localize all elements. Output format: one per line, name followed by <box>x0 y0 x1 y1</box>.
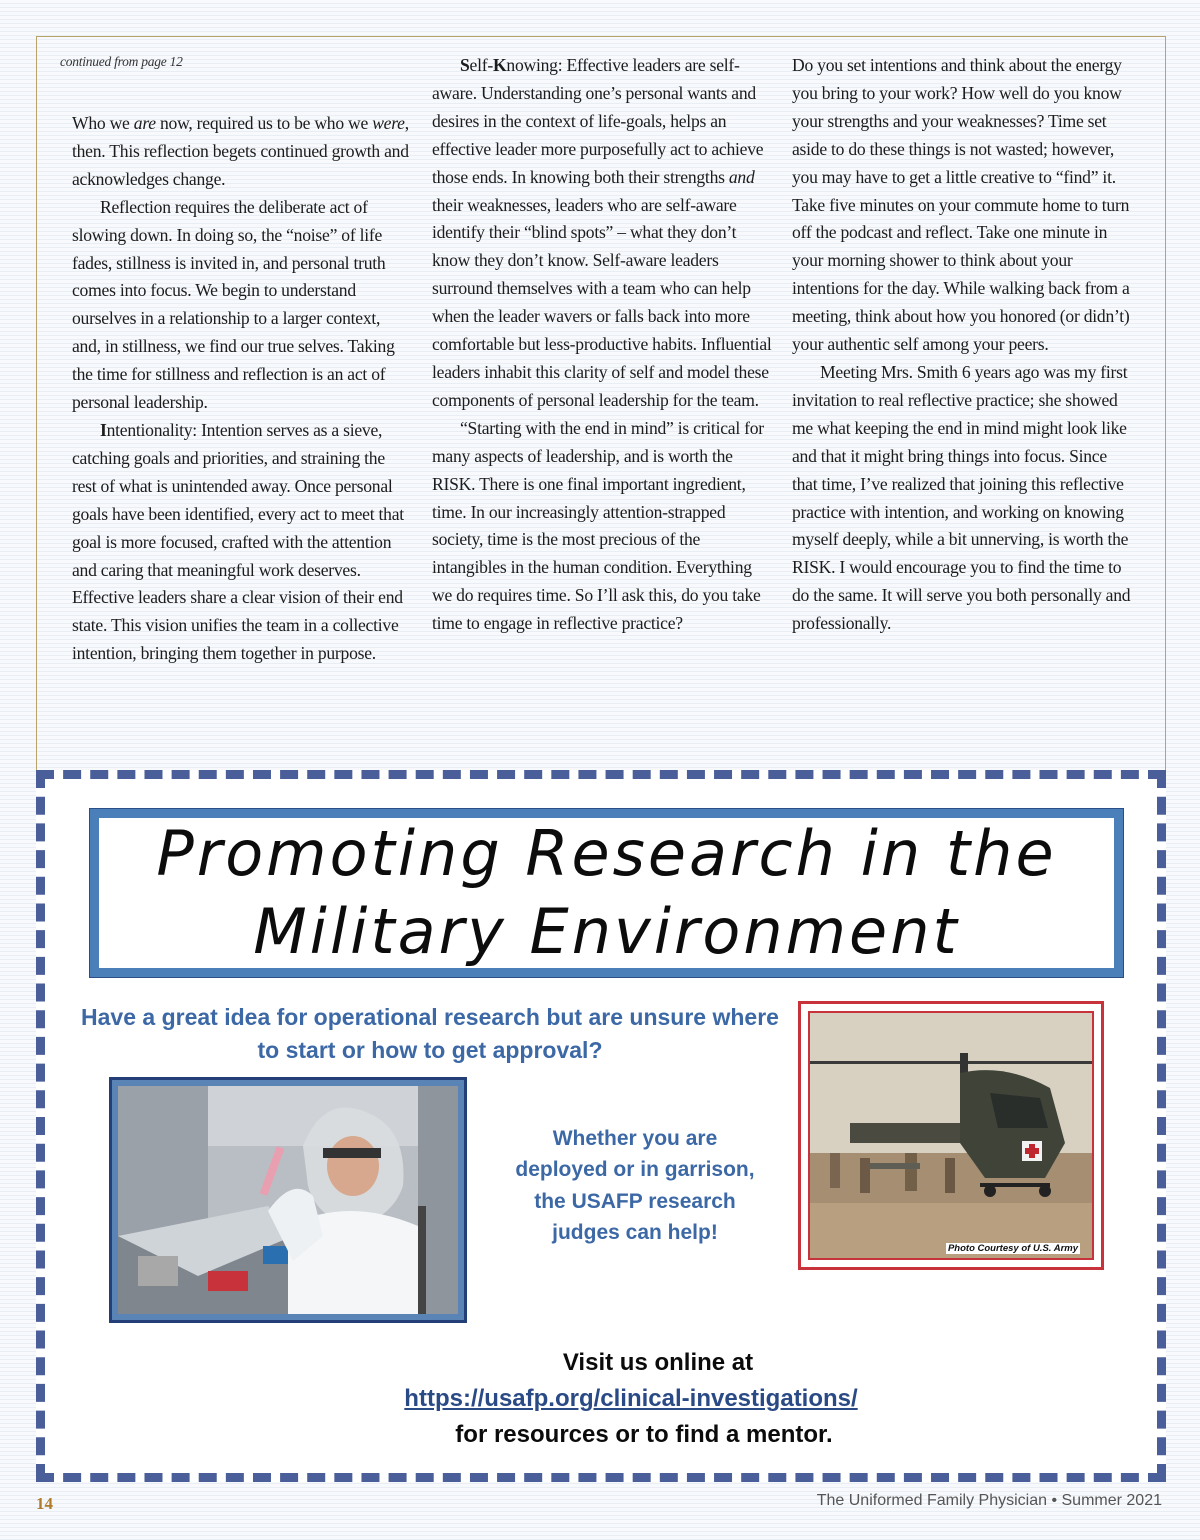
paragraph: Self-Knowing: Effective leaders are self-aware. Understanding one’s personal wants and desires in the context of life-goals, helps an effective leader more purposefully act to achieve those ends. In knowing both their strengths and their weaknesses, leaders who are self-aware identify their “blind spots” – what they don’t know they don’t know. Self-aware leaders surround themselves with a team who can help when the leader wavers or falls back into more comfortable but less-productive habits. Influential leaders inhabit this clarity of self and model these components of personal leadership for the team. <box>432 55 772 410</box>
visit-online <box>45 1345 1157 1453</box>
helicopter-photo <box>798 1001 1104 1270</box>
continued-note: continued from page 12 <box>60 54 183 69</box>
lab-researcher-photo <box>109 1077 467 1323</box>
magazine-footer: The Uniformed Family Physician • Summer 2021 <box>816 1492 1162 1509</box>
promo-title-line-1: Promoting Research in the <box>156 817 1057 890</box>
visit-line-1: Visit us online at <box>562 1349 754 1376</box>
promo-title-line-2: Military Environment <box>253 895 960 968</box>
paragraph: Do you set intentions and think about the energy you bring to your work? How well do you know your strengths and your weaknesses? Time set aside to do these things is not wasted; however, you may have to get a little creative to “find” it. Take five minutes on your commute home to turn off the podcast and reflect. Take one minute in your morning shower to think about your intentions for the day. While walking back from a meeting, think about how you honored (or didn’t) your authentic self among your peers. <box>792 55 1130 355</box>
promo-title <box>90 809 1123 977</box>
paragraph: Intentionality: Intention serves as a sieve, catching goals and priorities, and straining the rest of what is unintended away. Once personal goals have been identified, every act to meet that goal is more focused, crafted with the attention and caring that meaningful work deserves. Effective leaders share a clear vision of their end state. This vision unifies the team in a collective intention, bringing them together in purpose. <box>72 419 404 664</box>
article-column-3 <box>792 52 1132 638</box>
photo-caption: Photo Courtesy of U.S. Army <box>947 1243 1078 1254</box>
research-promo-box <box>36 770 1166 1482</box>
paragraph: Reflection requires the deliberate act of slowing down. In doing so, the “noise” of life fades, stillness is invited in, and personal truth comes into focus. We begin to understand ourselves in a relationship to a larger context, and, in stillness, we find our true selves. Taking the time for stillness and reflection is an act of personal leadership. <box>72 196 395 413</box>
promo-question: Have a great idea for operational research but are unsure where to start or how to get approval? <box>81 1004 779 1063</box>
visit-line-3: for resources or to find a mentor. <box>455 1421 833 1448</box>
paragraph: Meeting Mrs. Smith 6 years ago was my first invitation to real reflective practice; she showed me what keeping the end in mind might look like and that it might bring things into focus. Since that time, I’ve realized that joining this reflective practice with intention, and working on knowing myself deeply, while a bit unnerving, is worth the RISK. I would encourage you to find the time to do the same. It will serve you both personally and professionally. <box>792 361 1131 634</box>
paragraph: “Starting with the end in mind” is critical for many aspects of leadership, and is worth the RISK. There is one final important ingredient, time. In our increasingly attention-strapped society, time is the most precious of the intangibles in the human condition. Everything we do requires time. So I’ll ask this, do you take time to engage in reflective practice? <box>432 417 764 634</box>
paragraph: Who we are now, required us to be who we were, then. This reflection begets continued growth and acknowledges change. <box>72 113 409 189</box>
article-column-2 <box>432 52 772 638</box>
clinical-investigations-link[interactable]: https://usafp.org/clinical-investigations/ <box>404 1385 858 1412</box>
page-number: 14 <box>36 1494 53 1513</box>
article-column-1 <box>60 52 412 668</box>
promo-help-text: Whether you are deployed or in garrison, the USAFP research judges can help! <box>515 1127 755 1245</box>
